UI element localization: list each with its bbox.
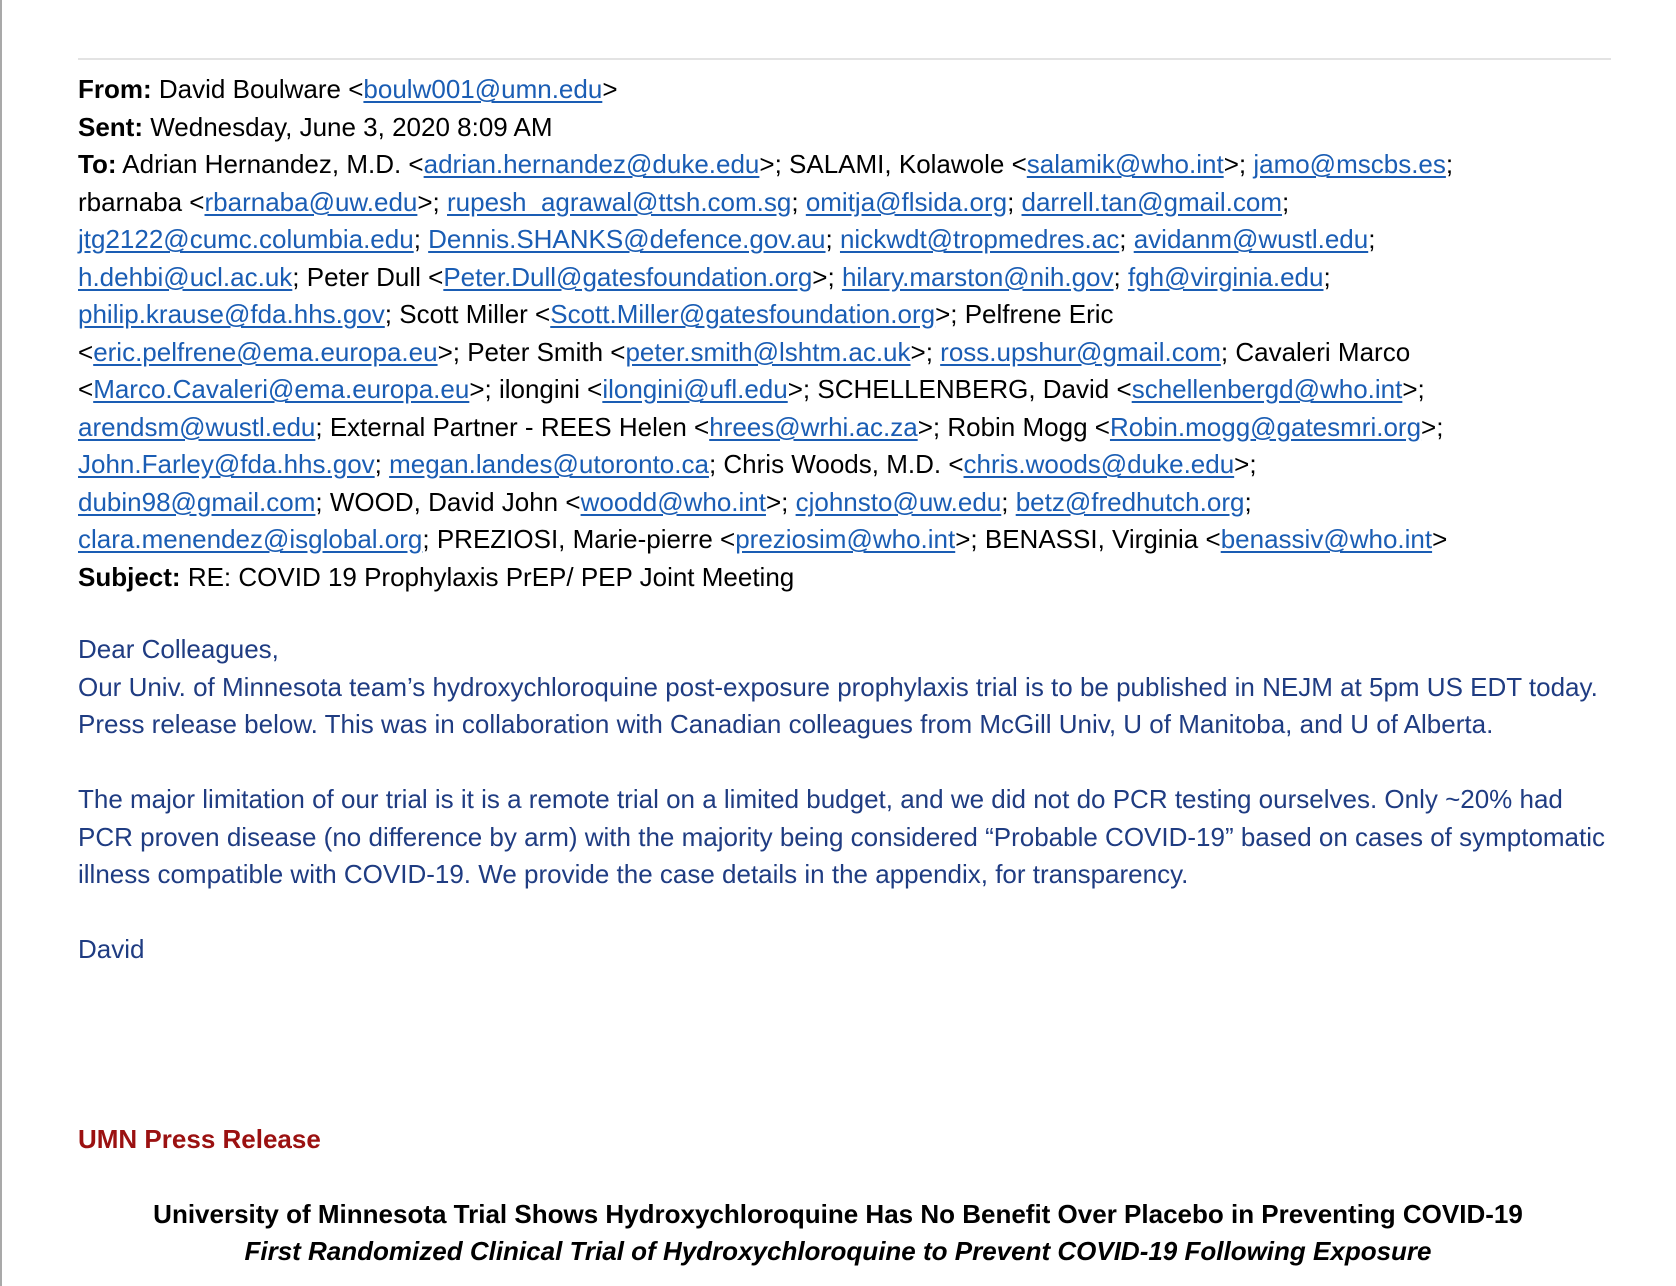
body-paragraph-2: The major limitation of our trial is it is a remote trial on a limited budget, and we did not do PCR testing ourselves. Only ~20% had PCR proven disease (no difference by arm) with the majority being considered “Probable COVID-19” based on cases of symptomatic illness compatible with COVID-19. We provide the case details in the appendix, for transparency. — [78, 784, 1606, 889]
press-release-title: University of Minnesota Trial Shows Hydroxychloroquine Has No Benefit Over Placebo in Preventing COVID-19 — [153, 1199, 1523, 1229]
recipient-email-link[interactable]: darrell.tan@gmail.com — [1021, 186, 1282, 217]
paragraph-spacer — [78, 744, 1623, 782]
recipient-email-link[interactable]: schellenbergd@who.int — [1131, 374, 1403, 404]
recipient-email-link[interactable]: arendsm@wustl.edu — [78, 411, 316, 442]
recipient-email-link[interactable]: ilongini@ufl.edu — [602, 374, 788, 404]
to-label: To: — [78, 149, 117, 179]
recipient-email-link[interactable]: Robin.mogg@gatesmri.org — [1109, 411, 1422, 442]
body-paragraph-1: Our Univ. of Minnesota team’s hydroxychloroquine post-exposure prophylaxis trial is to be published in NEJM at 5pm US EDT today. Press release below. This was in collaboration with Canadian colleagues from McGill Univ, U of Manitoba, and U of Alberta. — [78, 671, 1598, 739]
recipient-email-link[interactable]: jamo@mscbs.es — [1253, 149, 1446, 179]
recipient-email-link[interactable]: ross.upshur@gmail.com — [940, 336, 1221, 367]
press-release-subtitle: First Randomized Clinical Trial of Hydroxychloroquine to Prevent COVID-19 Following Exposure — [244, 1236, 1432, 1266]
recipient-email-link[interactable]: fgh@virginia.edu — [1127, 261, 1324, 292]
recipient-email-link[interactable]: Scott.Miller@gatesfoundation.org — [550, 299, 936, 329]
recipient-name: SCHELLENBERG, David — [817, 374, 1110, 404]
recipient-name: WOOD, David John — [329, 486, 559, 517]
from-line: From: David Boulware <boulw001@umn.edu> — [78, 74, 618, 104]
recipient-email-link[interactable]: Dennis.SHANKS@defence.gov.au — [428, 224, 826, 254]
from-label: From: — [78, 74, 152, 104]
subject-label: Subject: — [78, 561, 181, 592]
recipient-name: External Partner - REES Helen — [329, 411, 687, 442]
sent-label: Sent: — [78, 111, 143, 142]
press-release-label: UMN Press Release — [78, 1124, 321, 1154]
recipient-email-link[interactable]: hilary.marston@nih.gov — [841, 261, 1114, 292]
paragraph-spacer — [78, 894, 1623, 932]
recipient-email-link[interactable]: John.Farley@fda.hhs.gov — [78, 449, 375, 479]
recipient-email-link[interactable]: dubin98@gmail.com — [78, 486, 316, 517]
recipient-name: Pelfrene Eric — [964, 299, 1114, 329]
to-line: To: Adrian Hernandez, M.D. <adrian.hernandez@duke.edu>; SALAMI, Kolawole <salamik@who.int>; jamo@mscbs.es; rbarnaba <rbarnaba@uw.edu>; rupesh_agrawal@ttsh.com.sg; omitja@flsida.org; darrell.tan@gmail.com; jtg2122@cumc.columbia.edu; Dennis.SHANKS@defence.gov.au; nickwdt@tropmedres.ac; avidanm@wustl.edu; h.dehbi@ucl.ac.uk; Peter Dull <Peter.Dull@gatesfoundation.org>; hilary.marston@nih.gov; fgh@virginia.edu; philip.krause@fda.hhs.gov; Scott Miller <Scott.Miller@gatesfoundation.org>; Pelfrene Eric <eric.pelfrene@ema.europa.eu>; Peter Smith <peter.smith@lshtm.ac.uk>; ross.upshur@gmail.com; Cavaleri Marco <Marco.Cavaleri@ema.europa.eu>; ilongini <ilongini@ufl.edu>; SCHELLENBERG, David <schellenbergd@who.int>; arendsm@wustl.edu; External Partner - REES Helen <hrees@wrhi.ac.za>; Robin Mogg <Robin.mogg@gatesmri.org>; John.Farley@fda.hhs.gov; megan.landes@utoronto.ca; Chris Woods, M.D. <chris.woods@duke.edu>; dubin98@gmail.com; WOOD, David John <woodd@who.int>; cjohnsto@uw.edu; betz@fredhutch.org; clara.menendez@isglobal.org; PREZIOSI, Marie-pierre <preziosim@who.int>; BENASSI, Virginia <benassiv@who.int> — [78, 149, 1454, 554]
email-header — [78, 71, 1623, 596]
recipient-email-link[interactable]: megan.landes@utoronto.ca — [389, 449, 709, 479]
recipient-email-link[interactable]: omitja@flsida.org — [805, 186, 1008, 217]
recipient-email-link[interactable]: salamik@who.int — [1026, 149, 1224, 179]
recipient-email-link[interactable]: nickwdt@tropmedres.ac — [839, 224, 1120, 254]
signoff: David — [78, 934, 145, 964]
recipient-name: ilongini — [498, 374, 580, 404]
recipient-name: BENASSI, Virginia — [984, 524, 1199, 554]
recipient-email-link[interactable]: jtg2122@cumc.columbia.edu — [78, 224, 414, 254]
recipient-email-link[interactable]: Marco.Cavaleri@ema.europa.eu — [93, 374, 470, 404]
sent-value: Wednesday, June 3, 2020 8:09 AM — [150, 111, 553, 142]
recipient-email-link[interactable]: peter.smith@lshtm.ac.uk — [625, 336, 911, 367]
from-email-link[interactable]: boulw001@umn.edu — [363, 74, 603, 104]
recipient-name: Chris Woods, M.D. — [723, 449, 942, 479]
greeting: Dear Colleagues, — [78, 634, 279, 664]
recipient-email-link[interactable]: betz@fredhutch.org — [1015, 486, 1245, 517]
recipient-name: PREZIOSI, Marie-pierre — [436, 524, 713, 554]
recipient-name: Adrian Hernandez, M.D. — [122, 149, 402, 179]
recipient-email-link[interactable]: cjohnsto@uw.edu — [795, 486, 1002, 517]
recipient-email-link[interactable]: rbarnaba@uw.edu — [204, 186, 418, 217]
from-name: David Boulware — [158, 74, 341, 104]
sent-line — [78, 109, 1623, 147]
recipient-name: Peter Dull — [306, 261, 421, 292]
recipient-email-link[interactable]: eric.pelfrene@ema.europa.eu — [93, 336, 438, 367]
recipient-email-link[interactable]: avidanm@wustl.edu — [1133, 224, 1369, 254]
recipient-name: rbarnaba — [78, 186, 183, 217]
recipient-email-link[interactable]: woodd@who.int — [580, 486, 766, 517]
recipient-name: Scott Miller — [399, 299, 528, 329]
recipient-name: Peter Smith — [467, 336, 604, 367]
recipient-email-link[interactable]: Peter.Dull@gatesfoundation.org — [443, 261, 813, 292]
recipient-name: SALAMI, Kolawole — [789, 149, 1005, 179]
subject-line — [78, 559, 1623, 597]
recipient-email-link[interactable]: preziosim@who.int — [735, 524, 956, 554]
subject-value: RE: COVID 19 Prophylaxis PrEP/ PEP Joint Meeting — [187, 561, 795, 592]
email-body — [78, 631, 1623, 969]
recipient-email-link[interactable]: clara.menendez@isglobal.org — [78, 524, 423, 554]
recipient-email-link[interactable]: h.dehbi@ucl.ac.uk — [78, 261, 293, 292]
header-divider — [78, 58, 1611, 60]
page-left-border — [0, 0, 2, 1286]
recipient-email-link[interactable]: adrian.hernandez@duke.edu — [423, 149, 760, 179]
recipient-name: Cavaleri Marco — [1235, 336, 1411, 367]
recipient-email-link[interactable]: chris.woods@duke.edu — [963, 449, 1235, 479]
recipient-email-link[interactable]: rupesh_agrawal@ttsh.com.sg — [447, 186, 792, 217]
recipient-email-link[interactable]: philip.krause@fda.hhs.gov — [78, 299, 385, 329]
recipient-email-link[interactable]: benassiv@who.int — [1220, 524, 1433, 554]
recipient-email-link[interactable]: hrees@wrhi.ac.za — [709, 411, 918, 442]
recipient-name: Robin Mogg — [947, 411, 1088, 442]
